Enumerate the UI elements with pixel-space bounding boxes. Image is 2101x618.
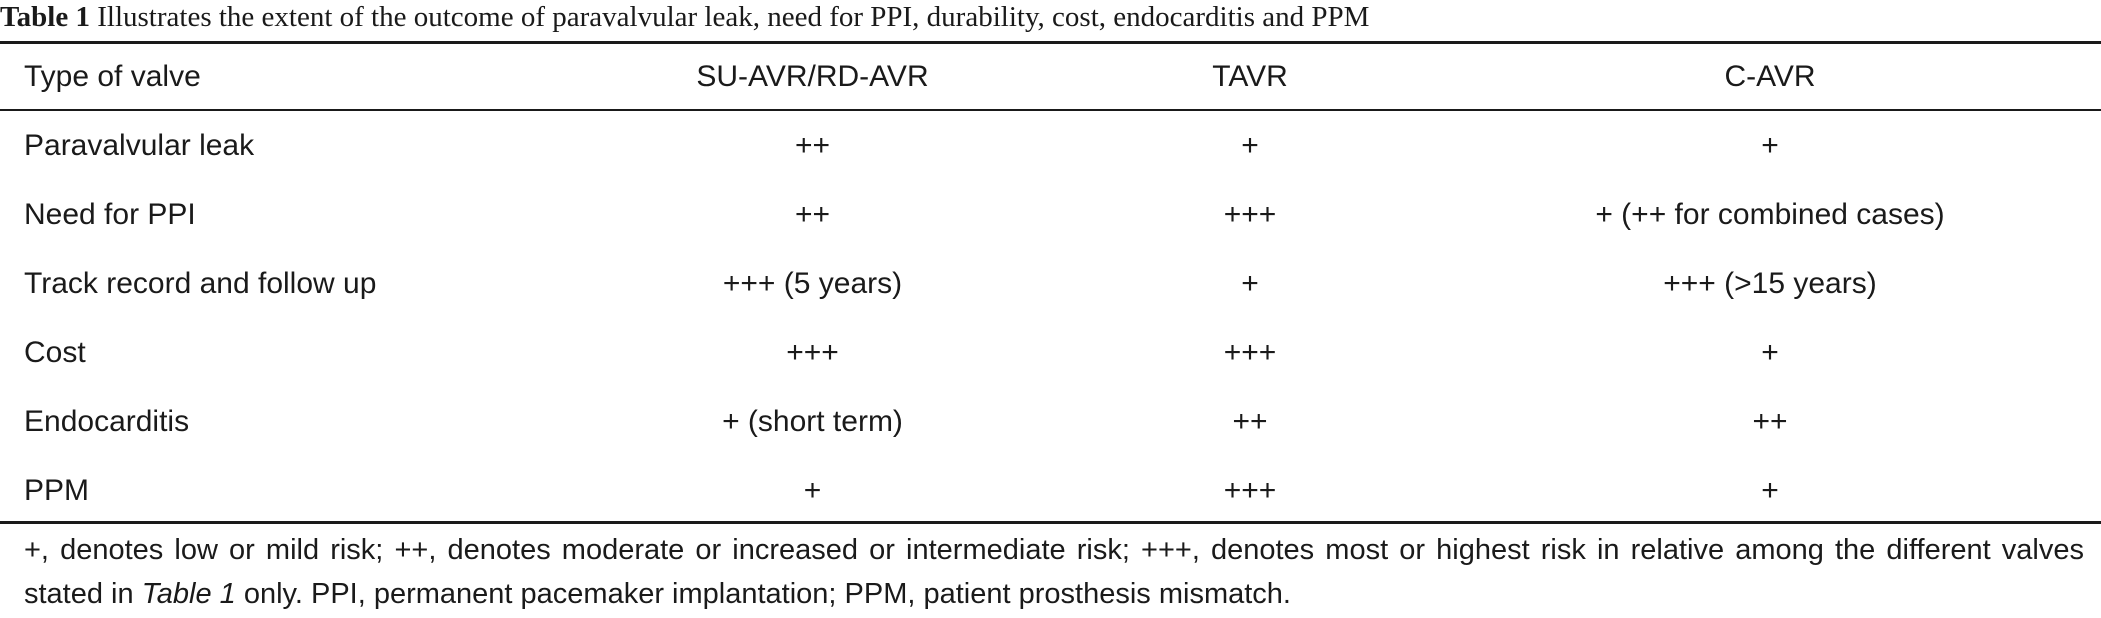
table-caption [0,0,2101,40]
cell-c-avr: ++ [1752,404,1788,438]
cell-tavr: + [1241,266,1259,300]
header-tavr: TAVR [1212,59,1288,93]
cell-tavr: +++ [1223,473,1277,507]
row-label: Need for PPI [24,197,196,231]
table-footnote [24,528,2084,616]
table-row [0,387,2101,456]
cell-su-avr: + [803,473,822,507]
table-row [0,111,2101,180]
cell-su-avr: + (short term) [722,404,903,438]
table-row [0,249,2101,318]
table-caption-text: Illustrates the extent of the outcome of paravalvular leak, need for PPI, durability, cost, endocarditis and PPM [90,1,1370,33]
cell-tavr: ++ [1232,404,1268,438]
cell-tavr: + [1241,128,1259,162]
data-table [0,44,2101,109]
row-label: Track record and follow up [24,266,377,300]
cell-c-avr: + [1761,335,1779,369]
header-c-avr: C-AVR [1724,59,1816,93]
table-label: Table 1 [0,1,90,33]
cell-c-avr: + [1761,473,1779,507]
table-row [0,180,2101,249]
footnote-text-2: only. PPI, permanent pacemaker implantation; PPM, patient prosthesis mismatch. [235,578,1291,610]
row-label: PPM [24,473,90,507]
cell-c-avr: +++ (>15 years) [1663,266,1877,300]
cell-su-avr: +++ (5 years) [722,266,903,300]
cell-su-avr: +++ [786,335,839,369]
cell-tavr: +++ [1223,335,1277,369]
cell-tavr: +++ [1223,197,1277,231]
cell-c-avr: + (++ for combined cases) [1595,197,1945,231]
cell-c-avr: + [1761,128,1779,162]
cell-su-avr: ++ [794,128,831,162]
row-label: Cost [24,335,86,369]
footnote-table-reference: Table 1 [141,578,236,610]
header-su-avr-rd-avr: SU-AVR/RD-AVR [696,59,929,93]
table-row [0,318,2101,387]
table-header-row [0,44,2101,109]
footnote-text-1: +, denotes low or mild risk; ++, denotes moderate or increased or intermediate risk; +++, denotes most or highest risk in relative among the different valves stated in [24,534,2084,610]
header-type-of-valve: Type of valve [24,59,201,93]
cell-su-avr: ++ [794,197,831,231]
bottom-rule [0,521,2101,524]
table-body [0,111,2101,525]
row-label: Paravalvular leak [24,128,255,162]
table-row [0,456,2101,525]
row-label: Endocarditis [24,404,190,438]
